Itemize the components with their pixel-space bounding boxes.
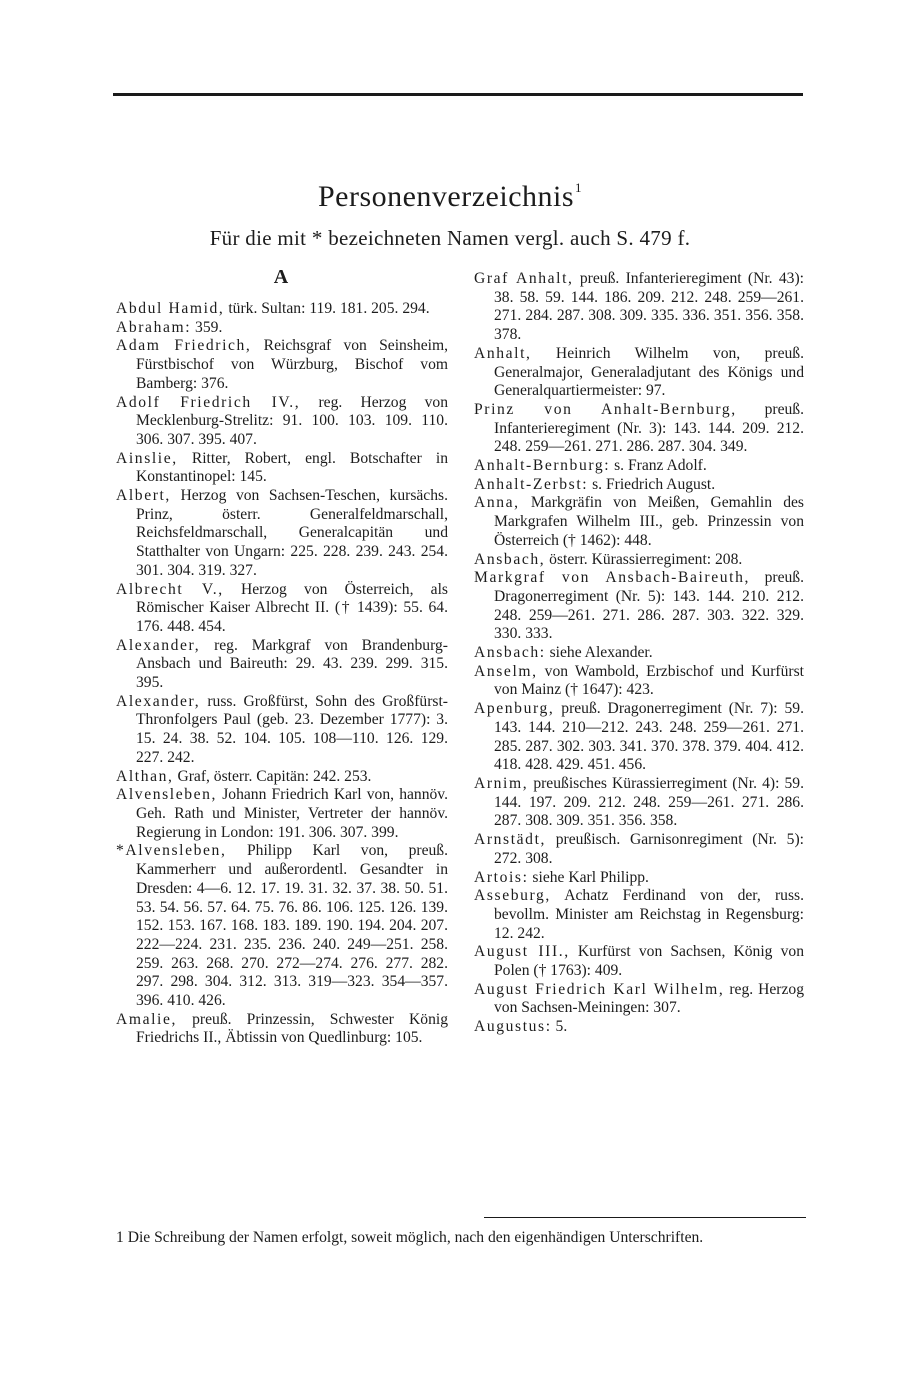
footnote-marker: 1 — [116, 1229, 124, 1246]
entry-name: Anselm, — [474, 662, 538, 680]
entry-name: Abdul Hamid, — [116, 300, 225, 317]
index-entry — [474, 644, 804, 663]
entry-name: Arnstädt, — [474, 831, 547, 849]
entry-details: Kurfürst von Sachsen, König von Polen († 1763): 409. — [494, 943, 805, 980]
index-entry — [116, 768, 448, 787]
entry-name: Abraham: — [116, 318, 192, 336]
entry-details: preußisch. Garnisonregiment (Nr. 5): 272. 308. — [494, 831, 804, 867]
index-entry — [474, 494, 804, 550]
entry-name: Ansbach, — [474, 550, 546, 568]
entry-name: *Alvensleben, — [116, 842, 227, 860]
index-entry — [474, 700, 804, 775]
entry-details: Graf, österr. Capitän: 242. 253. — [173, 767, 372, 785]
index-entry — [116, 487, 448, 581]
entry-name: Augustus: — [474, 1018, 552, 1036]
entry-name: Artois: — [474, 868, 529, 886]
entry-details: Heinrich Wilhelm von, preuß. Generalmajor, Generaladjutant des Königs und Generalquartiermeister: 97. — [494, 344, 804, 400]
entry-name: Graf Anhalt, — [474, 270, 574, 287]
entry-details: 5. — [551, 1018, 568, 1036]
entry-details: österr. Kürassierregiment: 208. — [545, 550, 743, 568]
index-entry — [116, 319, 448, 338]
index-entry — [116, 450, 448, 487]
index-entry — [116, 693, 448, 768]
index-entry — [474, 869, 804, 888]
top-rule — [113, 93, 803, 96]
entry-name: Anhalt-Bernburg: — [474, 457, 611, 475]
entry-name: Alexander, — [116, 692, 201, 710]
entry-details: s. Franz Adolf. — [610, 457, 707, 475]
entry-name: Ansbach: — [474, 644, 546, 662]
entry-details: Herzog von Österreich, als Römischer Kaiser Albrecht II. († 1439): 55. 64. 176. 448. 454. — [136, 580, 448, 635]
entry-details: preußisches Kürassierregiment (Nr. 4): 59. 144. 197. 209. 212. 248. 259—261. 271. 286. 287. 308. 309. 351. 356. 358. — [494, 774, 804, 830]
right-column — [474, 270, 804, 1037]
title-text: Personenverzeichnis — [317, 180, 575, 213]
index-entry — [474, 551, 804, 570]
entry-details: preuß. Dragonerregiment (Nr. 5): 143. 144. 210. 212. 248. 259—261. 271. 286. 287. 303. 322. 329. 330. 333. — [494, 569, 804, 643]
entry-details: russ. Großfürst, Sohn des Großfürst-Thronfolgers Paul (geb. 23. Dezember 1777): 3. 15. 24. 38. 52. 104. 105. 108—110. 126. 129. 227. 242. — [136, 692, 448, 766]
entry-name: Adolf Friedrich IV., — [116, 393, 301, 411]
index-entry — [474, 457, 804, 476]
index-entry — [116, 1011, 448, 1048]
entry-details: Markgräfin von Meißen, Gemahlin des Markgrafen Wilhelm III., geb. Prinzessin von Österreich († 1462): 448. — [494, 494, 804, 549]
page-title — [0, 180, 900, 214]
entry-name: Albrecht V., — [116, 580, 224, 598]
entry-details: s. Friedrich August. — [588, 475, 716, 493]
index-entry — [474, 270, 804, 345]
index-entry — [474, 476, 804, 495]
entry-details: reg. Herzog von Mecklenburg-Strelitz: 91. 100. 103. 109. 110. 306. 307. 395. 407. — [136, 393, 448, 448]
index-entry — [474, 345, 804, 401]
entry-name: Albert, — [116, 487, 171, 505]
entry-details: Reichsgraf von Seinsheim, Fürstbischof von Würzburg, Bischof vom Bamberg: 376. — [136, 337, 448, 392]
entry-name: August III., — [474, 943, 570, 961]
entry-details: Achatz Ferdinand von der, russ. bevollm. Minister am Reichstag in Regensburg: 12. 242. — [494, 887, 804, 942]
entry-details: reg. Markgraf von Brandenburg-Ansbach und Baireuth: 29. 43. 239. 299. 315. 395. — [136, 636, 448, 692]
entry-name: Prinz von Anhalt-Bernburg, — [474, 400, 737, 418]
entry-name: Althan, — [116, 767, 174, 785]
entry-details: reg. Herzog von Sachsen-Meiningen: 307. — [494, 980, 805, 1017]
index-entry — [116, 786, 448, 842]
footnote-text: Die Schreibung der Namen erfolgt, soweit möglich, nach den eigenhändigen Unterschriften. — [127, 1229, 704, 1246]
entry-name: Adam Friedrich, — [116, 337, 252, 355]
entry-details: von Wambold, Erzbischof und Kurfürst von Mainz († 1647): 423. — [494, 662, 804, 699]
index-entry — [116, 337, 448, 393]
entry-details: Johann Friedrich Karl von, hannöv. Geh. Rath und Minister, Vertreter der hannöv. Regierung in London: 191. 306. 307. 399. — [136, 786, 448, 841]
index-entry — [474, 831, 804, 868]
entry-details: preuß. Infanterieregiment (Nr. 3): 143. 144. 209. 212. 248. 259—261. 271. 286. 287. 304. 349. — [494, 400, 804, 456]
title-footnote-marker: 1 — [575, 180, 583, 195]
index-entry — [474, 569, 804, 644]
index-entry — [116, 394, 448, 450]
entry-details: preuß. Infanterieregiment (Nr. 43): 38. 58. 59. 144. 186. 209. 212. 248. 259—261. 271. 284. 287. 308. 309. 335. 336. 351. 356. 358. 378. — [494, 270, 804, 344]
entry-details: preuß. Dragonerregiment (Nr. 7): 59. 143. 144. 210—212. 243. 248. 259—261. 271. 285. 287. 302. 303. 341. 370. 378. 379. 404. 412. 418. 428. 429. 451. 456. — [494, 700, 804, 774]
entry-name: Ainslie, — [116, 449, 178, 467]
footnote-rule — [484, 1217, 806, 1218]
index-entry — [474, 775, 804, 831]
index-entry — [116, 842, 448, 1010]
entry-name: Markgraf von Ansbach-Baireuth, — [474, 569, 750, 587]
index-entry — [116, 300, 448, 319]
entry-name: August Friedrich Karl Wilhelm, — [474, 980, 725, 998]
index-entry — [474, 401, 804, 457]
entry-name: Anhalt-Zerbst: — [474, 475, 589, 493]
section-letter: A — [273, 266, 289, 288]
index-entry — [116, 581, 448, 637]
left-column — [116, 300, 448, 1048]
entry-details: Ritter, Robert, engl. Botschafter in Konstantinopel: 145. — [136, 449, 448, 486]
entry-name: Alexander, — [116, 636, 201, 654]
entry-name: Asseburg, — [474, 887, 551, 905]
index-entry — [474, 943, 804, 980]
entry-details: 359. — [191, 318, 223, 336]
entry-name: Anna, — [474, 494, 520, 512]
entry-name: Apenburg, — [474, 700, 555, 718]
index-entry — [474, 887, 804, 943]
footnote — [116, 1228, 806, 1247]
entry-name: Anhalt, — [474, 344, 532, 362]
entry-details: siehe Karl Philipp. — [528, 868, 649, 886]
page-subtitle: Für die mit * bezeichneten Namen vergl. auch S. 479 f. — [209, 226, 691, 250]
entry-details: preuß. Prinzessin, Schwester König Friedrichs II., Äbtissin von Quedlinburg: 105. — [136, 1010, 448, 1047]
entry-details: Philipp Karl von, preuß. Kammerherr und außerordentl. Gesandter in Dresden: 4—6. 12. 17. 19. 31. 32. 37. 38. 50. 51. 53. 54. 56. 57. 64. 75. 76. 86. 106. 125. 126. 139. 152. 153. 167. 168. 183. 189. 190. 194. 204. 207. 222—224. 231. 235. 236. 240. 249—251. 258. 259. 263. 268. 270. 272—274. 276. 277. 282. 297. 298. 304. 312. 313. 319—323. 354—357. 396. 410. 426. — [136, 842, 448, 1010]
entry-name: Arnim, — [474, 774, 529, 792]
index-entry — [474, 1018, 804, 1037]
entry-details: siehe Alexander. — [545, 644, 653, 662]
index-entry — [116, 637, 448, 693]
index-entry — [474, 981, 804, 1018]
entry-details: türk. Sultan: 119. 181. 205. 294. — [224, 300, 430, 317]
entry-details: Herzog von Sachsen-Teschen, kursächs. Prinz, österr. Generalfeldmarschall, Reichsfeldmarschall, Generalcapitän und Statthalter von Ungarn: 225. 228. 239. 243. 254. 301. 304. 319. 327. — [136, 487, 448, 579]
entry-name: Amalie, — [116, 1010, 177, 1028]
entry-name: Alvensleben, — [116, 786, 218, 804]
index-entry — [474, 663, 804, 700]
